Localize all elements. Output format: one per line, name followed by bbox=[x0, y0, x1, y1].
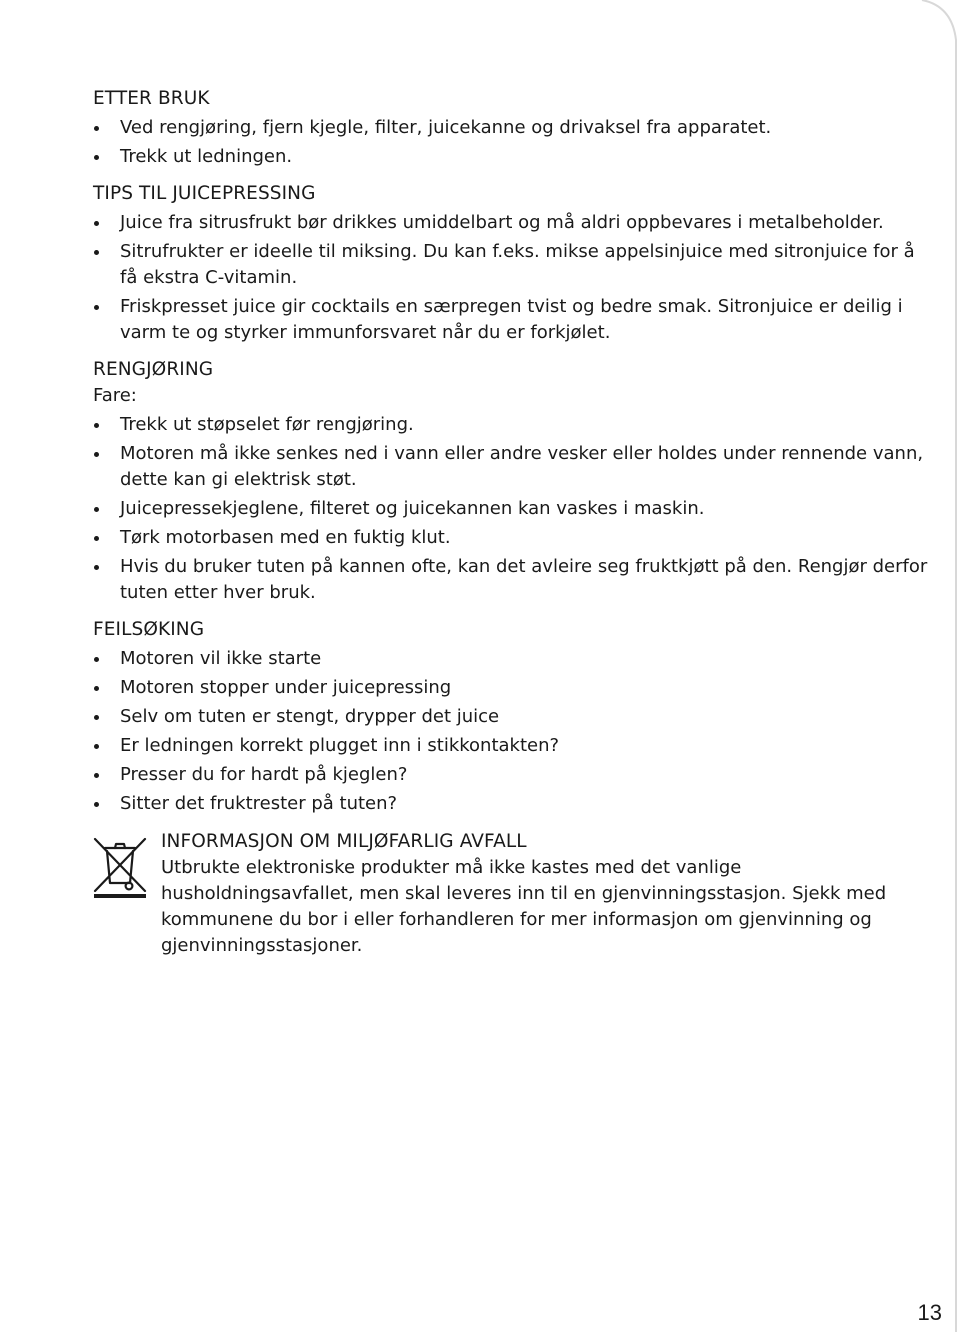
list-item: Sitrufrukter er ideelle til miksing. Du kan f.eks. mikse appelsinjuice med sitronjuice for å få ekstra C-vitamin. bbox=[93, 239, 928, 291]
section-heading: TIPS TIL JUICEPRESSING bbox=[93, 183, 316, 204]
list-item: Motoren vil ikke starte bbox=[93, 646, 928, 672]
list-item: Trekk ut ledningen. bbox=[93, 144, 928, 170]
page-number: 13 bbox=[917, 1300, 942, 1325]
bullet-list bbox=[93, 210, 928, 346]
list-item: Ved rengjøring, fjern kjegle, filter, juicekanne og drivaksel fra apparatet. bbox=[93, 115, 928, 141]
section-etter-bruk bbox=[93, 86, 928, 170]
list-item: Juicepressekjeglene, filteret og juicekannen kan vaskes i maskin. bbox=[93, 496, 928, 522]
list-item: Hvis du bruker tuten på kannen ofte, kan det avleire seg fruktkjøtt på den. Rengjør derfor tuten etter hver bruk. bbox=[93, 554, 928, 606]
list-item: Er ledningen korrekt plugget inn i stikkontakten? bbox=[93, 733, 928, 759]
section-rengjoring bbox=[93, 357, 928, 606]
list-item: Presser du for hardt på kjeglen? bbox=[93, 762, 928, 788]
section-heading: RENGJØRING bbox=[93, 359, 214, 380]
section-weee bbox=[93, 829, 928, 959]
bullet-list bbox=[93, 646, 928, 817]
list-item: Tørk motorbasen med en fuktig klut. bbox=[93, 525, 928, 551]
list-item: Motoren må ikke senkes ned i vann eller andre vesker eller holdes under rennende vann, dette kan gi elektrisk støt. bbox=[93, 441, 928, 493]
section-heading: ETTER BRUK bbox=[93, 88, 210, 109]
warning-label: Fare: bbox=[93, 385, 137, 406]
list-item: Juice fra sitrusfrukt bør drikkes umiddelbart og må aldri oppbevares i metalbeholder. bbox=[93, 210, 928, 236]
list-item: Friskpresset juice gir cocktails en særpregen tvist og bedre smak. Sitronjuice er deilig i varm te og styrker immunforsvaret når du er forkjølet. bbox=[93, 294, 928, 346]
list-item: Sitter det fruktrester på tuten? bbox=[93, 791, 928, 817]
bullet-list bbox=[93, 412, 928, 606]
list-item: Trekk ut støpselet før rengjøring. bbox=[93, 412, 928, 438]
section-feilsoking bbox=[93, 617, 928, 817]
list-item: Motoren stopper under juicepressing bbox=[93, 675, 928, 701]
bullet-list bbox=[93, 115, 928, 170]
list-item: Selv om tuten er stengt, drypper det juice bbox=[93, 704, 928, 730]
document-body bbox=[93, 86, 928, 959]
section-heading: FEILSØKING bbox=[93, 619, 205, 640]
weee-paragraph: Utbrukte elektroniske produkter må ikke kastes med det vanlige husholdningsavfallet, men skal leveres inn til en gjenvinningsstasjon. Sjekk med kommunene du bor i eller forhandleren for mer informasjon om gjenvinning og gjenvinningsstasjoner. bbox=[161, 857, 887, 956]
crossed-out-wheelie-bin-icon bbox=[91, 835, 149, 899]
weee-info bbox=[161, 829, 928, 959]
section-tips bbox=[93, 181, 928, 346]
section-heading: INFORMASJON OM MILJØFARLIG AVFALL bbox=[161, 831, 527, 852]
